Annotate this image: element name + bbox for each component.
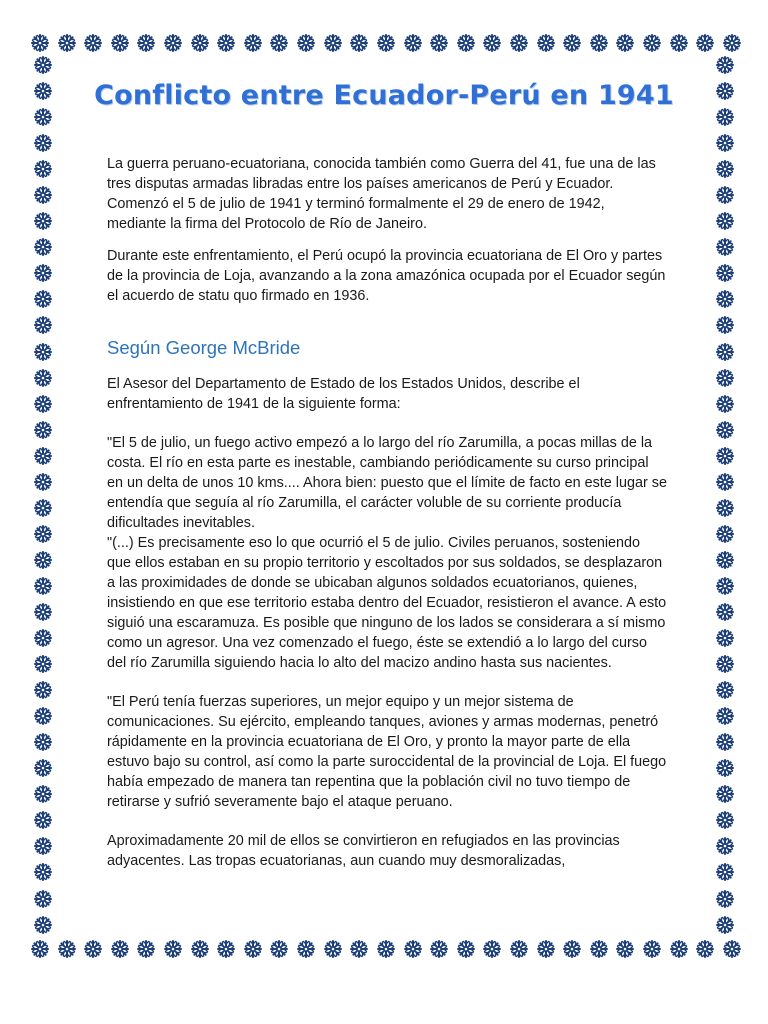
snowflake-ornament-icon [715,889,735,909]
snowflake-ornament-icon [33,237,53,257]
snowflake-ornament-icon [456,939,476,959]
section-heading: Según George McBride [107,337,301,358]
snowflake-ornament-icon [715,446,735,466]
snowflake-ornament-icon [216,33,236,53]
snowflake-ornament-icon [715,654,735,674]
snowflake-ornament-icon [715,550,735,570]
snowflake-ornament-icon [589,33,609,53]
snowflake-ornament-icon [536,33,556,53]
snowflake-ornament-icon [33,628,53,648]
snowflake-ornament-icon [715,706,735,726]
snowflake-ornament-icon [695,939,715,959]
snowflake-ornament-icon [33,524,53,544]
snowflake-ornament-icon [715,915,735,935]
intro-paragraph: La guerra peruano-ecuatoriana, conocida también como Guerra del 41, fue una de las tres disputas armadas libradas entre los países americanos de Perú y Ecuador. Comenzó el 5 de julio de 1941 y terminó formalmente el 29 de enero de 1942, mediante la firma del Protocolo de Río de Janeiro. [107,156,656,232]
snowflake-ornament-icon [269,33,289,53]
document-body [107,154,667,871]
snowflake-ornament-icon [715,602,735,622]
snowflake-ornament-icon [642,33,662,53]
snowflake-ornament-icon [190,33,210,53]
snowflake-ornament-icon [715,420,735,440]
snowflake-ornament-icon [403,939,423,959]
snowflake-ornament-icon [642,939,662,959]
snowflake-ornament-icon [669,939,689,959]
snowflake-ornament-icon [715,836,735,856]
snowflake-ornament-icon [57,33,77,53]
snowflake-ornament-icon [715,758,735,778]
snowflake-ornament-icon [33,810,53,830]
quote-paragraph-1: "El 5 de julio, un fuego activo empezó a lo largo del río Zarumilla, a pocas millas de la costa. El río en esta parte es inestable, cambiando periódicamente su curso principal en un delta de unos 10 kms.... Ahora bien: puesto que el límite de facto en este lugar se entendía que seguía al río Zarumilla, el carácter voluble de su corriente producía dificultades inevitables. [107,435,667,531]
snowflake-ornament-icon [33,185,53,205]
snowflake-ornament-icon [33,550,53,570]
snowflake-ornament-icon [715,472,735,492]
snowflake-ornament-icon [536,939,556,959]
snowflake-ornament-icon [615,33,635,53]
snowflake-ornament-icon [30,33,50,53]
snowflake-ornament-icon [715,315,735,335]
snowflake-ornament-icon [33,289,53,309]
border-bottom [30,937,742,961]
snowflake-ornament-icon [33,133,53,153]
snowflake-ornament-icon [562,939,582,959]
snowflake-ornament-icon [33,342,53,362]
snowflake-ornament-icon [715,133,735,153]
snowflake-ornament-icon [33,706,53,726]
snowflake-ornament-icon [323,33,343,53]
snowflake-ornament-icon [715,289,735,309]
snowflake-ornament-icon [190,939,210,959]
snowflake-ornament-icon [403,33,423,53]
snowflake-ornament-icon [296,33,316,53]
snowflake-ornament-icon [110,33,130,53]
snowflake-ornament-icon [715,524,735,544]
snowflake-ornament-icon [136,939,156,959]
border-top [30,31,742,55]
snowflake-ornament-icon [715,159,735,179]
occupation-paragraph: Durante este enfrentamiento, el Perú ocupó la provincia ecuatoriana de El Oro y partes de la provincia de Loja, avanzando a la zona amazónica ocupada por el Ecuador según el acuerdo de statu quo firmado en 1936. [107,248,666,304]
snowflake-ornament-icon [33,732,53,752]
snowflake-ornament-icon [33,915,53,935]
snowflake-ornament-icon [323,939,343,959]
snowflake-ornament-icon [296,939,316,959]
snowflake-ornament-icon [269,939,289,959]
snowflake-ornament-icon [243,939,263,959]
snowflake-ornament-icon [33,55,53,75]
snowflake-ornament-icon [715,237,735,257]
snowflake-ornament-icon [33,446,53,466]
snowflake-ornament-icon [349,33,369,53]
snowflake-ornament-icon [376,33,396,53]
snowflake-ornament-icon [715,628,735,648]
snowflake-ornament-icon [722,939,742,959]
snowflake-ornament-icon [715,810,735,830]
snowflake-ornament-icon [33,862,53,882]
snowflake-ornament-icon [715,784,735,804]
snowflake-ornament-icon [715,368,735,388]
snowflake-ornament-icon [33,498,53,518]
snowflake-ornament-icon [33,472,53,492]
snowflake-ornament-icon [715,576,735,596]
snowflake-ornament-icon [33,211,53,231]
snowflake-ornament-icon [33,368,53,388]
snowflake-ornament-icon [715,342,735,362]
snowflake-ornament-icon [715,211,735,231]
snowflake-ornament-icon [57,939,77,959]
snowflake-ornament-icon [33,602,53,622]
snowflake-ornament-icon [589,939,609,959]
snowflake-ornament-icon [33,420,53,440]
snowflake-ornament-icon [715,55,735,75]
quote-paragraph-3: "El Perú tenía fuerzas superiores, un mejor equipo y un mejor sistema de comunicaciones. Su ejército, empleando tanques, aviones y armas modernas, penetró rápidamente en la provincia ecuatoriana de El Oro, y pronto la mayor parte de ella estuvo bajo su control, así como la parte suroccidental de la provincial de Loja. El fuego había empezado de manera tan repentina que la población civil no tuvo tiempo de retirarse y sufrió severamente bajo el ataque peruano. [107,694,667,810]
snowflake-ornament-icon [163,33,183,53]
snowflake-ornament-icon [715,498,735,518]
snowflake-ornament-icon [33,159,53,179]
snowflake-ornament-icon [456,33,476,53]
snowflake-ornament-icon [722,33,742,53]
snowflake-ornament-icon [33,836,53,856]
snowflake-ornament-icon [30,939,50,959]
snowflake-ornament-icon [509,33,529,53]
snowflake-ornament-icon [83,33,103,53]
snowflake-ornament-icon [33,654,53,674]
snowflake-ornament-icon [83,939,103,959]
snowflake-ornament-icon [216,939,236,959]
snowflake-ornament-icon [482,939,502,959]
snowflake-ornament-icon [33,263,53,283]
snowflake-ornament-icon [669,33,689,53]
snowflake-ornament-icon [136,33,156,53]
snowflake-ornament-icon [715,263,735,283]
snowflake-ornament-icon [349,939,369,959]
snowflake-ornament-icon [243,33,263,53]
snowflake-ornament-icon [509,939,529,959]
section-intro-paragraph: El Asesor del Departamento de Estado de los Estados Unidos, describe el enfrentamiento de 1941 de la siguiente forma: [107,376,580,412]
snowflake-ornament-icon [715,732,735,752]
snowflake-ornament-icon [33,576,53,596]
snowflake-ornament-icon [482,33,502,53]
snowflake-ornament-icon [110,939,130,959]
page-title: Conflicto entre Ecuador-Perú en 1941 [94,80,674,111]
snowflake-ornament-icon [715,185,735,205]
snowflake-ornament-icon [33,784,53,804]
border-right [713,55,737,935]
closing-paragraph: Aproximadamente 20 mil de ellos se convirtieron en refugiados en las provincias adyacentes. Las tropas ecuatorianas, aun cuando muy desmoralizadas, [107,833,620,869]
border-left [31,55,55,935]
snowflake-ornament-icon [33,680,53,700]
snowflake-ornament-icon [429,939,449,959]
snowflake-ornament-icon [33,394,53,414]
snowflake-ornament-icon [376,939,396,959]
snowflake-ornament-icon [163,939,183,959]
snowflake-ornament-icon [33,758,53,778]
snowflake-ornament-icon [33,889,53,909]
snowflake-ornament-icon [715,862,735,882]
snowflake-ornament-icon [715,394,735,414]
snowflake-ornament-icon [562,33,582,53]
snowflake-ornament-icon [429,33,449,53]
snowflake-ornament-icon [695,33,715,53]
snowflake-ornament-icon [33,315,53,335]
snowflake-ornament-icon [715,680,735,700]
snowflake-ornament-icon [615,939,635,959]
quote-paragraph-2: "(...) Es precisamente eso lo que ocurrió el 5 de julio. Civiles peruanos, sosteniendo que ellos estaban en su propio territorio y escoltados por sus soldados, se desplazaron a las proximidades de donde se ubicaban algunos soldados ecuatorianos, quienes, insistiendo en que ese territorio estaba dentro del Ecuador, resistieron el avance. A esto siguió una escaramuza. Es posible que ninguno de los lados se considerara a sí mismo como un agresor. Una vez comenzado el fuego, éste se extendió a lo largo del curso del río Zarumilla siguiendo hacia lo alto del macizo andino hasta sus nacientes. [107,535,667,671]
